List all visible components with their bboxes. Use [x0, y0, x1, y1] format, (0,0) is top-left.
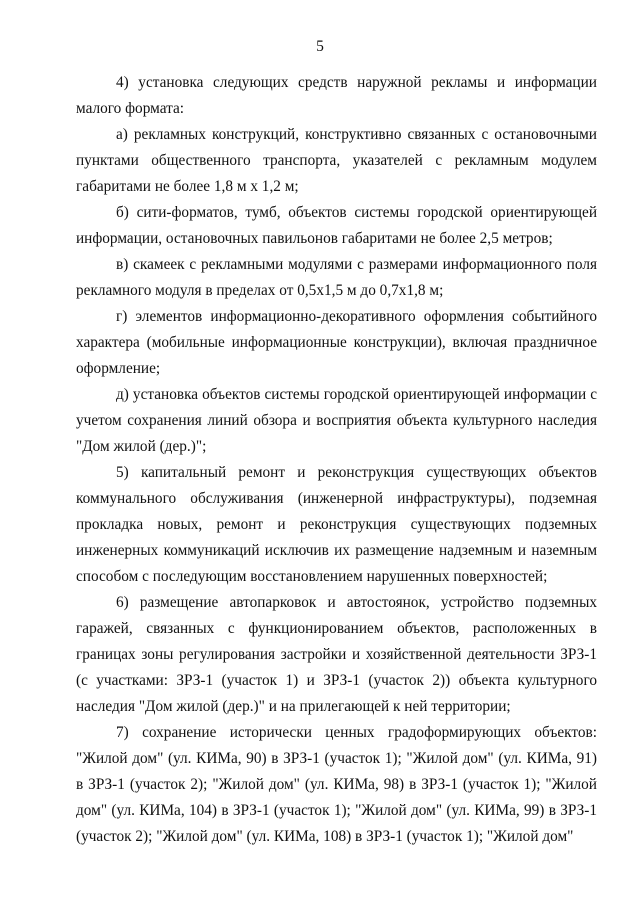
- paragraph-subitem-a: а) рекламных конструкций, конструктивно связанных с остановочными пунктами общественного транспорта, указателей с рекламным модулем габаритами не более 1,8 м x 1,2 м;: [76, 126, 597, 195]
- paragraph-item-5: 5) капитальный ремонт и реконструкция существующих объектов коммунального обслуживания (инженерной инфраструктуры), подземная прокладка новых, ремонт и реконструкция существующих подземных инженерных коммуникаций исключив их размещение надземным и наземным способом с последующим восстановлением нарушенных поверхностей;: [76, 464, 597, 585]
- paragraph-item-6: 6) размещение автопарковок и автостоянок, устройство подземных гаражей, связанных с функционированием объектов, расположенных в границах зоны регулирования застройки и хозяйственной деятельности ЗРЗ-1 (с участками: ЗРЗ-1 (участок 1) и ЗРЗ-1 (участок 2)) объекта культурного наследия "Дом жилой (дер.)" и на прилегающей к ней территории;: [76, 594, 597, 715]
- paragraph-subitem-g: г) элементов информационно-декоративного оформления событийного характера (мобильные информационные конструкции), включая праздничное оформление;: [76, 308, 597, 377]
- paragraph-subitem-v: в) скамеек с рекламными модулями с размерами информационного поля рекламного модуля в пределах от 0,5x1,5 м до 0,7x1,8 м;: [76, 256, 597, 299]
- document-body: [76, 70, 597, 850]
- page-number: 5: [316, 38, 324, 55]
- paragraph-item-7: 7) сохранение исторически ценных градоформирующих объектов: "Жилой дом" (ул. КИМа, 90) в ЗРЗ-1 (участок 1); "Жилой дом" (ул. КИМа, 91) в ЗРЗ-1 (участок 2); "Жилой дом" (ул. КИМа, 98) в ЗРЗ-1 (участок 1); "Жилой дом" (ул. КИМа, 104) в ЗРЗ-1 (участок 1); "Жилой дом" (ул. КИМа, 99) в ЗРЗ-1 (участок 2); "Жилой дом" (ул. КИМа, 108) в ЗРЗ-1 (участок 1); "Жилой дом": [76, 724, 597, 845]
- paragraph-item-4: 4) установка следующих средств наружной рекламы и информации малого формата:: [76, 74, 597, 117]
- paragraph-subitem-d: д) установка объектов системы городской ориентирующей информации с учетом сохранения линий обзора и восприятия объекта культурного наследия "Дом жилой (дер.)";: [76, 386, 597, 455]
- paragraph-subitem-b: б) сити-форматов, тумб, объектов системы городской ориентирующей информации, остановочных павильонов габаритами не более 2,5 метров;: [76, 204, 597, 247]
